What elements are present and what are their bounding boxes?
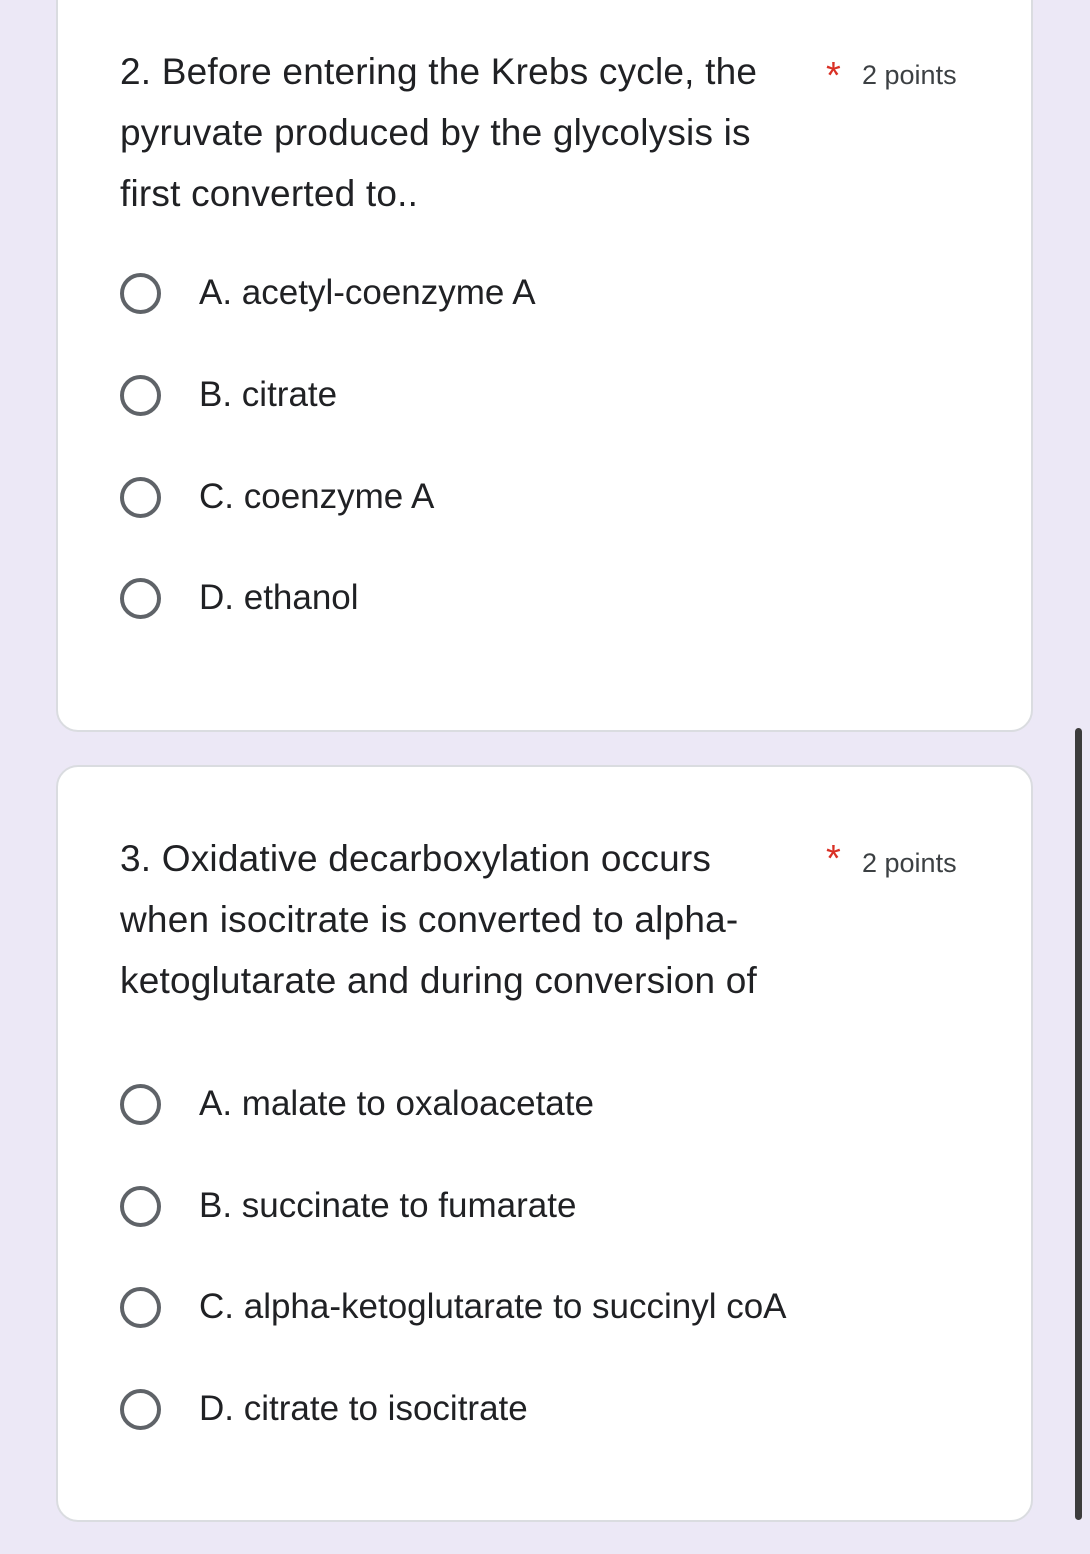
radio-circle-icon[interactable] (120, 1287, 161, 1328)
option-a[interactable] (120, 265, 536, 321)
points-label: 2 points (862, 848, 957, 878)
option-label: C. alpha-ketoglutarate to succinyl coA (199, 1287, 787, 1326)
option-label: A. acetyl-coenzyme A (199, 273, 536, 312)
radio-circle-icon[interactable] (120, 1186, 161, 1227)
question-title: 3. Oxidative decarboxylation occurs when isocitrate is converted to alpha-ketoglutarate and during conversion of (120, 838, 758, 1001)
option-b[interactable] (120, 367, 337, 423)
radio-circle-icon[interactable] (120, 578, 161, 619)
required-asterisk: * (826, 55, 841, 97)
required-asterisk: * (826, 838, 841, 880)
radio-circle-icon[interactable] (120, 375, 161, 416)
radio-circle-icon[interactable] (120, 1389, 161, 1430)
scrollbar-thumb[interactable] (1075, 728, 1082, 1520)
radio-circle-icon[interactable] (120, 1084, 161, 1125)
question-card-3 (56, 765, 1033, 1522)
option-c[interactable] (120, 1279, 787, 1335)
points-label: 2 points (862, 60, 957, 90)
option-label: D. ethanol (199, 578, 359, 617)
radio-circle-icon[interactable] (120, 273, 161, 314)
question-card-2 (56, 0, 1033, 732)
radio-circle-icon[interactable] (120, 477, 161, 518)
option-label: D. citrate to isocitrate (199, 1389, 528, 1428)
option-label: B. succinate to fumarate (199, 1186, 577, 1225)
option-label: B. citrate (199, 375, 338, 414)
option-d[interactable] (120, 570, 359, 626)
option-a[interactable] (120, 1076, 594, 1132)
option-label: A. malate to oxaloacetate (199, 1084, 594, 1123)
option-c[interactable] (120, 469, 434, 525)
option-b[interactable] (120, 1178, 576, 1234)
option-label: C. coenzyme A (199, 477, 435, 516)
question-title: 2. Before entering the Krebs cycle, the pyruvate produced by the glycolysis is first converted to.. (120, 51, 758, 214)
option-d[interactable] (120, 1381, 528, 1437)
